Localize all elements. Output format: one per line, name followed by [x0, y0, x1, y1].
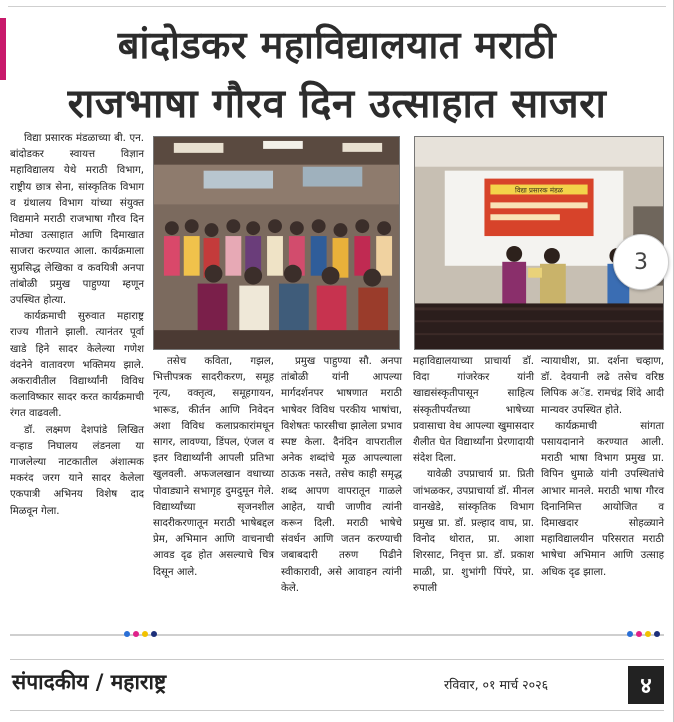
dot-icon: [142, 631, 148, 637]
footer-page-number: ४: [628, 666, 664, 704]
footer-section-name: संपादकीय / महाराष्ट्र: [12, 670, 167, 694]
article-column-2: [153, 354, 274, 581]
footer-date: रविवार, ०१ मार्च २०२६: [444, 677, 549, 692]
col1-paragraph-2: कार्यक्रमाची सुरुवात महाराष्ट्र राज्य गीताने झाली. त्यानंतर पूर्वा खाडे हिने सादर केलेल्या गणेश वंदनेने वातावरण भक्तिमय झाले. अकरावीतील विद्यार्थ्यांनी विविध कलाविष्कार सादर करत कार्यक्रमाची रंगत वाढवली.: [10, 311, 144, 420]
projection-screen-text: विद्या प्रसारक मंडळ: [515, 186, 563, 195]
headline-line-1: बांदोडकर महाविद्यालयात मराठी: [117, 23, 557, 67]
divider-line: [10, 634, 664, 636]
dot-icon: [124, 631, 130, 637]
divider-dots-left: [124, 631, 157, 637]
col1-paragraph-1: विद्या प्रसारक मंडळाच्या बी. एन. बांदोडकर स्वायत्त विज्ञान महाविद्यालय येथे मराठी विभाग, राष्ट्रीय छात्र सेना, सांस्कृतिक विभाग व ग्रंथालय विभाग यांच्या संयुक्त विद्यमाने मराठी राजभाषा गौरव दिन मोठ्या उत्साहात आणि दिमाखात साजरा करण्यात आला. कार्यक्रमाला सुप्रसिद्ध लेखिका व कवयित्री अनपा तांबोळी प्रमुख पाहुण्या म्हणून उपस्थित होत्या.: [10, 133, 144, 307]
col4-paragraph-1: महाविद्यालयाच्या प्राचार्या डॉ. विदा गांजरेकर यांनी खाद्यसंस्कृतीपासून साहित्य संस्कृतीपर्यंतच्या भाषेच्या प्रवासाचा वेध आपल्या खुमासदार शैलीत घेत विद्यार्थ्यांना प्रेरणादायी संदेश दिला.: [413, 356, 534, 465]
top-rule: [8, 6, 666, 7]
col1-paragraph-3: डॉ. लक्ष्मण देशपांडे लिखित वऱ्हाड निघालय लंडनला या गाजलेल्या नाटकातील अंशात्मक मकरंद जरग याने सादर केलेला एकपात्री अभिनय विशेष दाद मिळवून गेला.: [10, 424, 144, 517]
page-number-bubble: 3: [613, 234, 669, 290]
col5-paragraph-1: न्यायाधीश, प्रा. दर्शना चव्हाण, डॉ. देवयानी लढे तसेच वरिष्ठ लिपिक अॅड. रामचंद्र शिंदे आदी मान्यवर उपस्थित होते.: [541, 356, 664, 416]
footer-bottom-rule: [10, 710, 664, 711]
dot-icon: [654, 631, 660, 637]
article-column-5: [541, 354, 664, 581]
dot-icon: [645, 631, 651, 637]
col2-paragraph-1: तसेच कविता, गझल, भित्तीपत्रक सादरीकरण, समूह नृत्य, वक्तृत्व, समूहगायन, भारूड, कीर्तन आणि निवेदन अशा विविध कलाप्रकारांमधून सागर, लावण्या, डिंपल, एंजल व इतर विद्यार्थ्यांनी आपली प्रतिभा खुलवली. अफजलखान वधाच्या पोवाड्याने सभागृह दुमदुमून गेले. विद्यार्थ्यांच्या सृजनशील सादरीकरणातून मराठी भाषेबद्दल प्रेम, अभिमान आणि वाचनाची आवड दृढ होत असल्याचे चित्र दिसून आले.: [153, 356, 274, 578]
dot-icon: [627, 631, 633, 637]
col5-paragraph-2: कार्यक्रमाची सांगता पसायदानाने करण्यात आली. मराठी भाषा विभाग प्रमुख प्रा. विपिन धुमाळे यांनी उपस्थितांचे आभार मानले. मराठी भाषा गौरव दिनानिमित्त आयोजित व दिमाखदार सोहळ्याने महाविद्यालयीन परिसरात मराठी भाषेचा अभिमान आणि उत्साह अधिक दृढ झाला.: [541, 420, 664, 578]
section-color-tab: [0, 18, 6, 80]
article-column-3: [281, 354, 402, 597]
col4-paragraph-2: यावेळी उपप्राचार्य प्रा. प्रिती जांभळकर, उपप्राचार्या डॉ. मीनल वानखेडे, सांस्कृतिक विभाग प्रमुख प्रा. डॉ. प्रल्हाद वाघ, प्रा. विनोद थोरात, प्रा. आशा शिरसाट, निवृत्त प्रा. डॉ. प्रकाश माळी, प्रा. शुभांगी पिंपरे, प्रा. रुपाली: [413, 469, 534, 594]
divider-dots-right: [627, 631, 660, 637]
dot-icon: [636, 631, 642, 637]
audience-photo: [153, 136, 400, 350]
article-column-1: [10, 131, 144, 520]
dot-icon: [133, 631, 139, 637]
dot-icon: [151, 631, 157, 637]
section-divider: [0, 629, 674, 641]
headline-line-2: राजभाषा गौरव दिन उत्साहात साजरा: [67, 81, 607, 127]
footer-top-rule: [10, 659, 664, 660]
article-column-4: [413, 354, 534, 597]
col3-paragraph-1: प्रमुख पाहुण्या सौ. अनपा तांबोळी यांनी आपल्या मार्गदर्शनपर भाषणात मराठी भाषेवर विविध परकीय भाषांचा, विशेषतः फारसीचा झालेला प्रभाव स्पष्ट केला. दैनंदिन वापरातील अनेक शब्दांचे मूळ आपल्याला ठाऊक नसते, तसेच काही समृद्ध शब्द आपण वापरातून गाळले आहेत, याची जाणीव त्यांनी करून दिली. मराठी भाषेचे संवर्धन आणि जतन करण्याची जबाबदारी तरुण पिढीने स्वीकारावी, असे आवाहन त्यांनी केले.: [281, 356, 402, 594]
